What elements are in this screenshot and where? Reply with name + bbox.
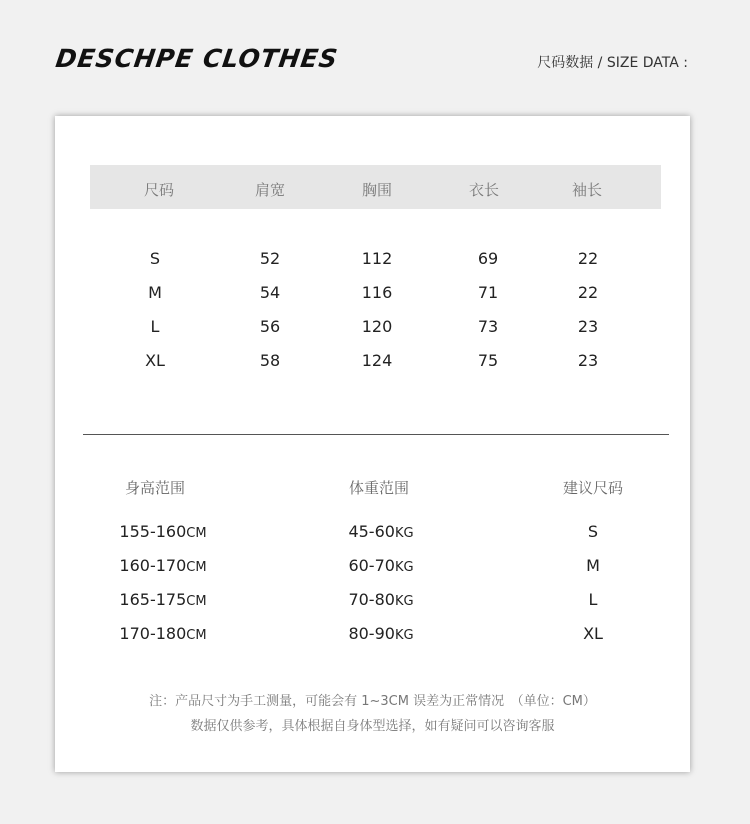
- section-divider: [83, 434, 669, 435]
- sleeve-cell: 23: [577, 351, 599, 370]
- measurement-note: 注：产品尺寸为手工测量，可能会有 1~3CM 误差为正常情况 （单位：CM）: [149, 694, 596, 709]
- size-chart-card: [55, 116, 690, 772]
- sleeve-cell: 23: [577, 317, 599, 336]
- column-header-sleeve: 袖长: [571, 181, 603, 199]
- sleeve-cell: 22: [577, 283, 599, 302]
- weight-cell: 45-60KG: [348, 522, 414, 541]
- weight-unit: KG: [394, 628, 414, 643]
- height-unit: CM: [186, 594, 207, 609]
- recommend-table-header: [55, 477, 690, 507]
- size-data-label: 尺码数据 / SIZE DATA :: [537, 55, 688, 71]
- table-row: [55, 624, 690, 654]
- length-cell: 69: [477, 249, 499, 268]
- column-header-chest: 胸围: [361, 181, 393, 199]
- column-header-size: 尺码: [143, 181, 175, 199]
- weight-unit: KG: [394, 526, 414, 541]
- table-row: [55, 283, 690, 313]
- column-header-shoulder: 肩宽: [254, 181, 286, 199]
- weight-unit: KG: [394, 560, 414, 575]
- table-row: [55, 249, 690, 279]
- height-cell: 160-170CM: [119, 556, 207, 575]
- size-table-header: [90, 165, 661, 209]
- column-header-weight: 体重范围: [348, 479, 410, 497]
- height-unit: CM: [186, 560, 207, 575]
- shoulder-cell: 52: [259, 249, 281, 268]
- size-cell: XL: [145, 351, 165, 370]
- recommended-size-cell: XL: [583, 624, 603, 643]
- height-cell: 170-180CM: [119, 624, 207, 643]
- column-header-recommended-size: 建议尺码: [562, 479, 624, 497]
- size-cell: S: [149, 249, 161, 268]
- table-row: [55, 317, 690, 347]
- brand-logo: DESCHPE CLOTHES: [53, 44, 340, 73]
- column-header-length: 衣长: [468, 181, 500, 199]
- chest-cell: 120: [361, 317, 393, 336]
- chest-cell: 116: [361, 283, 393, 302]
- table-row: [55, 522, 690, 552]
- chest-cell: 112: [361, 249, 393, 268]
- length-cell: 71: [477, 283, 499, 302]
- weight-cell: 80-90KG: [348, 624, 414, 643]
- shoulder-cell: 54: [259, 283, 281, 302]
- recommended-size-cell: L: [588, 590, 598, 609]
- table-row: [55, 556, 690, 586]
- table-row: [55, 590, 690, 620]
- height-cell: 165-175CM: [119, 590, 207, 609]
- sleeve-cell: 22: [577, 249, 599, 268]
- reference-note: 数据仅供参考，具体根据自身体型选择，如有疑问可以咨询客服: [190, 719, 555, 734]
- length-cell: 75: [477, 351, 499, 370]
- shoulder-cell: 56: [259, 317, 281, 336]
- weight-unit: KG: [394, 594, 414, 609]
- recommended-size-cell: S: [587, 522, 599, 541]
- height-unit: CM: [186, 526, 207, 541]
- weight-cell: 60-70KG: [348, 556, 414, 575]
- size-cell: L: [150, 317, 160, 336]
- size-cell: M: [148, 283, 162, 302]
- shoulder-cell: 58: [259, 351, 281, 370]
- column-header-height: 身高范围: [124, 479, 186, 497]
- height-unit: CM: [186, 628, 207, 643]
- height-cell: 155-160CM: [119, 522, 207, 541]
- weight-cell: 70-80KG: [348, 590, 414, 609]
- length-cell: 73: [477, 317, 499, 336]
- chest-cell: 124: [361, 351, 393, 370]
- table-row: [55, 351, 690, 381]
- recommended-size-cell: M: [586, 556, 600, 575]
